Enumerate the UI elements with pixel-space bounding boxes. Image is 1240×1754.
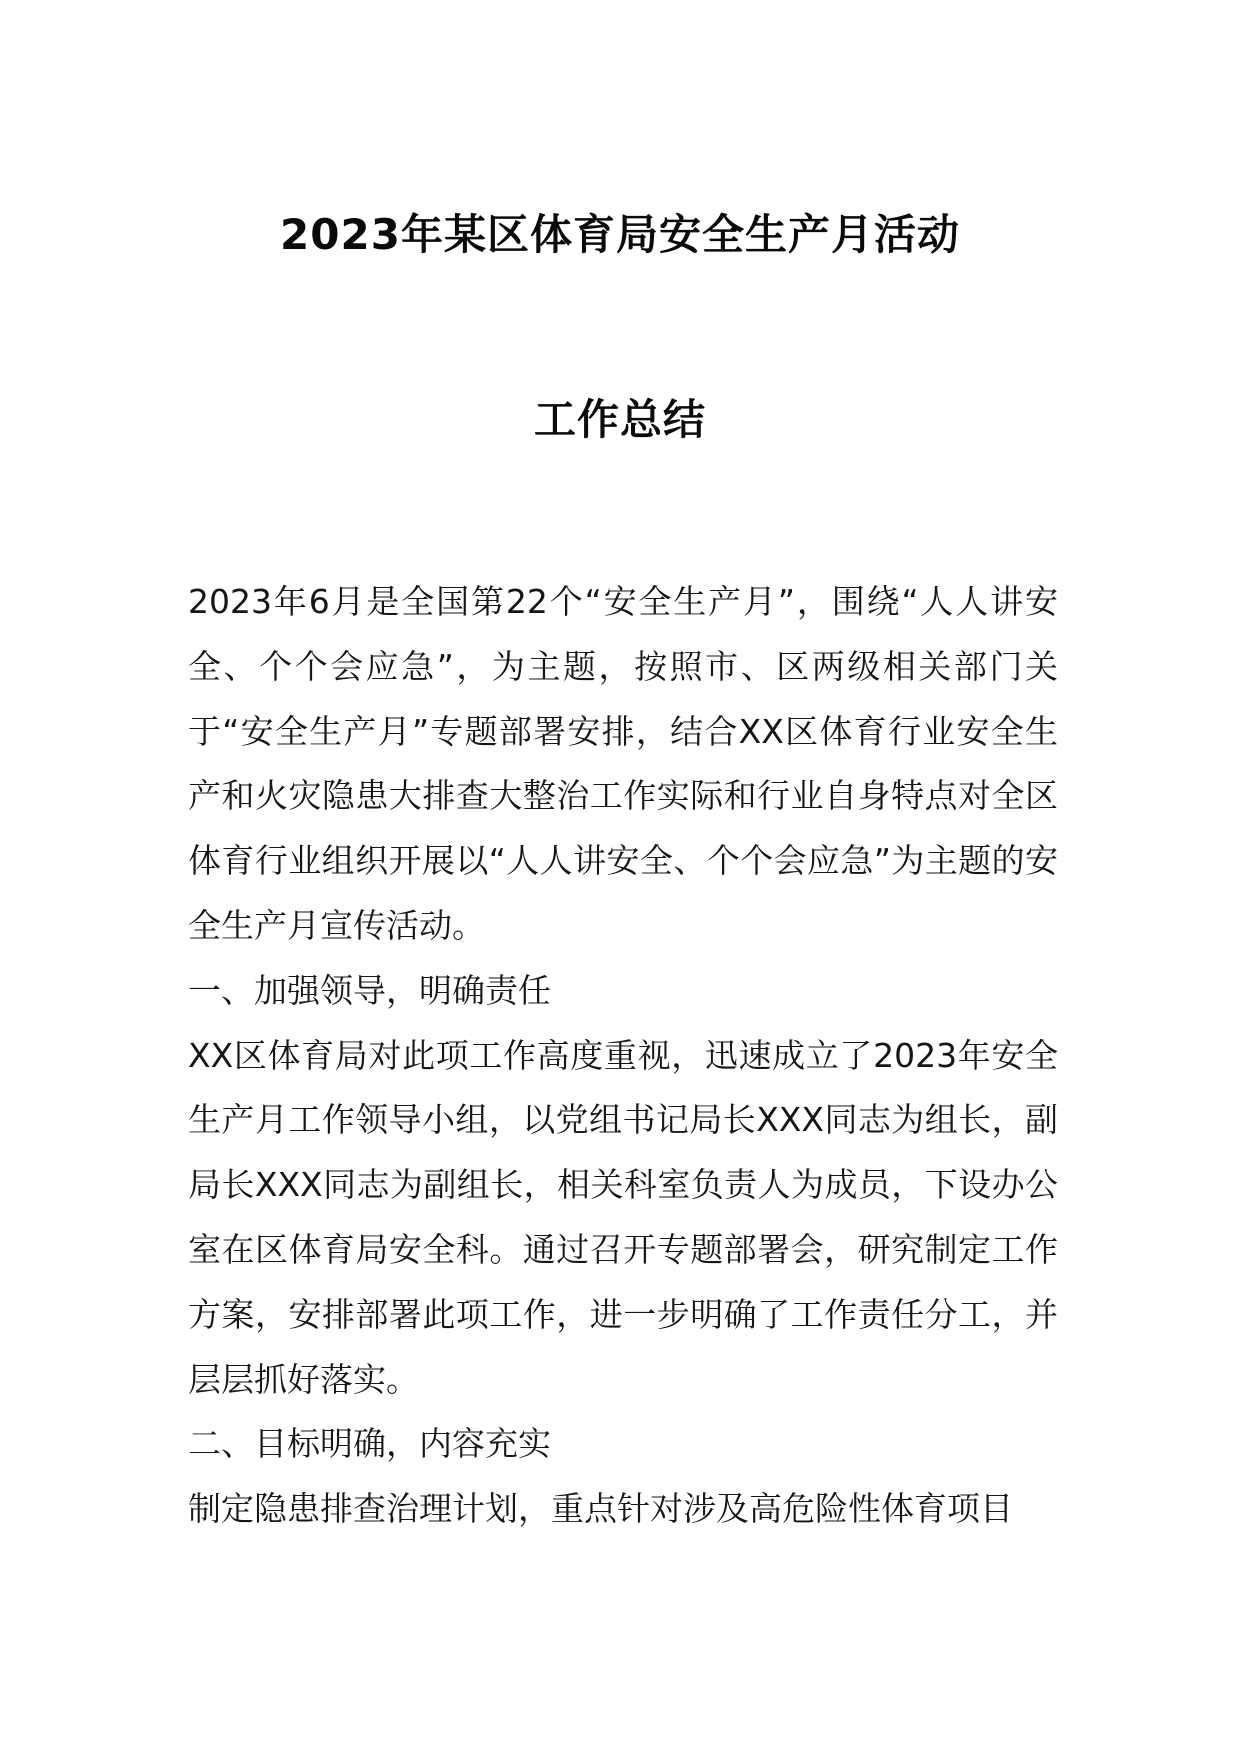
body-paragraph: 2023年6月是全国第22个“安全生产月”，围绕“人人讲安全、个个会应急”，为主题，按照市、区两级相关部门关于“安全生产月”专题部署安排，结合XX区体育行业安全生产和火灾隐患大排查大整治工作实际和行业自身特点对全区体育行业组织开展以“人人讲安全、个个会应急”为主题的安全生产月宣传活动。 (188, 582, 1058, 945)
document-title-line-2: 工作总结 (533, 395, 706, 444)
body-paragraph: XX区体育局对此项工作高度重视，迅速成立了2023年安全生产月工作领导小组，以党组书记局长XXX同志为组长，副局长XXX同志为副组长，相关科室负责人为成员，下设办公室在区体育局安全科。通过召开专题部署会，研究制定工作方案，安排部署此项工作，进一步明确了工作责任分工，并层层抓好落实。 (188, 1035, 1058, 1399)
section-heading: 二、目标明确，内容充实 (188, 1424, 551, 1464)
document-title-line-1: 2023年某区体育局安全生产月活动 (280, 210, 960, 259)
body-paragraph: 制定隐患排查治理计划，重点针对涉及高危险性体育项目 (188, 1489, 1013, 1529)
section-heading: 一、加强领导，明确责任 (188, 970, 551, 1010)
document-body (188, 570, 1058, 1542)
